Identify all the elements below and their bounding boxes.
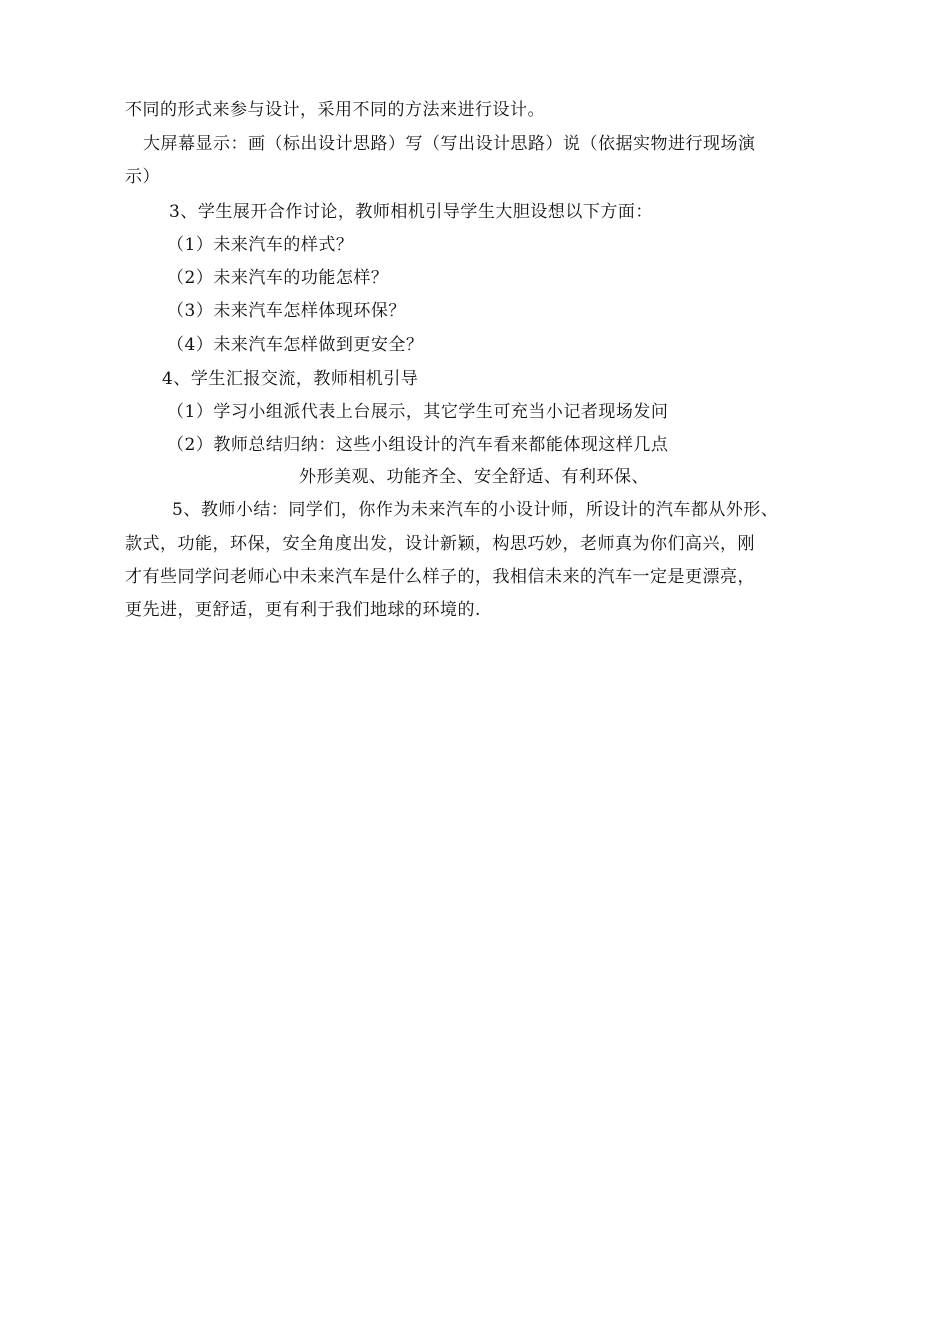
list-item-3: （3）未来汽车怎样体现环保？ (167, 301, 406, 321)
summary-points: 外形美观、功能齐全、安全舒适、有利环保、 (299, 467, 649, 487)
paragraph-line-6: 5、教师小结：同学们，你作为未来汽车的小设计师，所设计的汽车都从外形、 (172, 500, 779, 520)
paragraph-line-5: 4、学生汇报交流，教师相机引导 (162, 369, 419, 389)
list-item-6: （2）教师总结归纳：这些小组设计的汽车看来都能体现这样几点 (167, 435, 669, 455)
paragraph-line-1: 不同的形式来参与设计，采用不同的方法来进行设计。 (125, 100, 545, 120)
paragraph-line-4: 3、学生展开合作讨论，教师相机引导学生大胆设想以下方面： (169, 202, 653, 222)
paragraph-line-7: 款式，功能，环保，安全角度出发，设计新颖，构思巧妙，老师真为你们高兴，刚 (125, 534, 755, 554)
list-item-2: （2）未来汽车的功能怎样？ (167, 268, 389, 288)
paragraph-line-2: 大屏幕显示：画（标出设计思路）写（写出设计思路）说（依据实物进行现场演 (143, 134, 756, 154)
paragraph-line-8: 才有些同学问老师心中未来汽车是什么样子的，我相信未来的汽车一定是更漂亮， (125, 567, 755, 587)
list-item-5: （1）学习小组派代表上台展示，其它学生可充当小记者现场发问 (167, 402, 669, 422)
paragraph-line-3: 示） (125, 167, 160, 187)
paragraph-line-9: 更先进，更舒适，更有利于我们地球的环境的. (125, 600, 481, 620)
list-item-4: （4）未来汽车怎样做到更安全？ (167, 335, 424, 355)
list-item-1: （1）未来汽车的样式？ (167, 235, 354, 255)
